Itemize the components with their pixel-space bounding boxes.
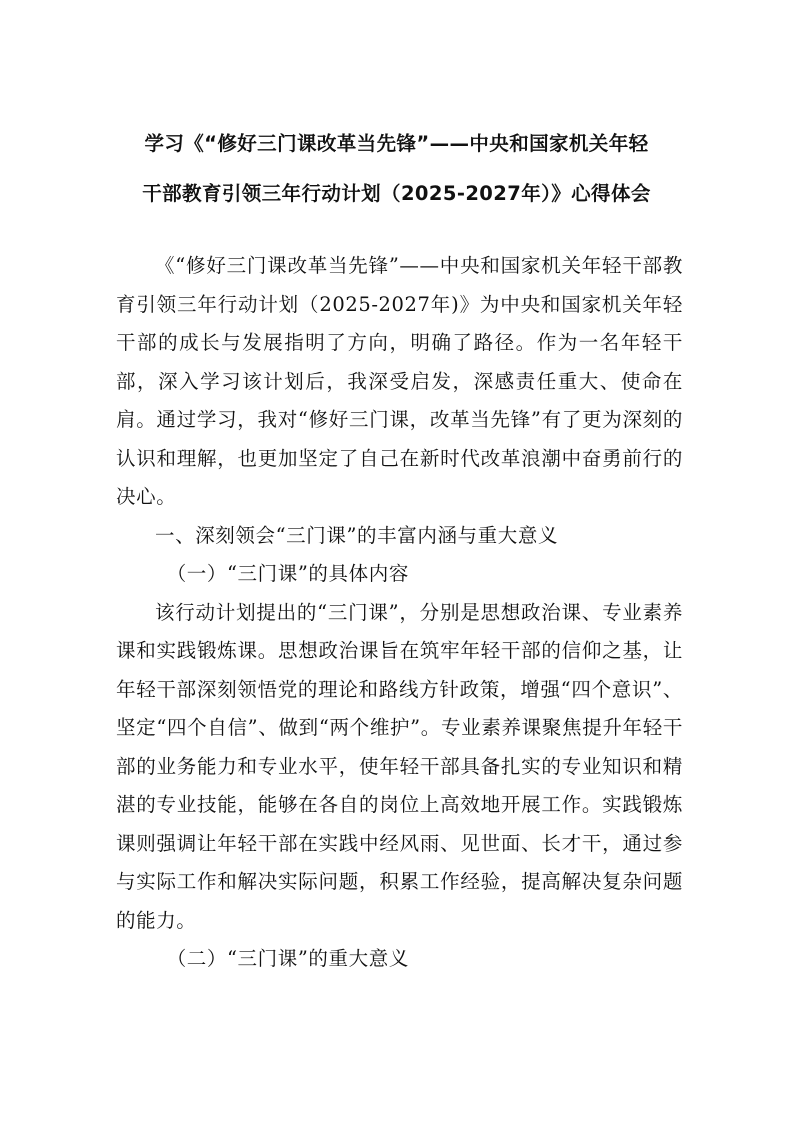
body-paragraph: 该行动计划提出的“三门课”，分别是思想政治课、专业素养课和实践锻炼课。思想政治课旨在筑牢年轻干部的信仰之基，让年轻干部深刻领悟党的理论和路线方针政策，增强“四个意识”、坚定“四个自信”、做到“两个维护”。专业素养课聚焦提升年轻干部的业务能力和专业水平，使年轻干部具备扎实的专业知识和精湛的专业技能，能够在各自的岗位上高效地开展工作。实践锻炼课则强调让年轻干部在实践中经风雨、见世面、长才干，通过参与实际工作和解决实际问题，积累工作经验，提高解决复杂问题的能力。 bbox=[116, 600, 683, 932]
document-body bbox=[116, 247, 683, 979]
subsection-heading-2: （二）“三门课”的重大意义 bbox=[166, 947, 409, 970]
section-heading-1: 一、深刻领会“三门课”的丰富内涵与重大意义 bbox=[155, 523, 559, 547]
intro-paragraph: 《“修好三门课改革当先锋”——中央和国家机关年轻干部教育引领三年行动计划（2025-2027年)》为中央和国家机关年轻干部的成长与发展指明了方向，明确了路径。作为一名年轻干部，深入学习该计划后，我深受启发，深感责任重大、使命在肩。通过学习，我对“修好三门课，改革当先锋”有了更为深刻的认识和理解，也更加坚定了自己在新时代改革浪潮中奋勇前行的决心。 bbox=[116, 254, 683, 508]
subsection-heading-1: （一）“三门课”的具体内容 bbox=[166, 562, 409, 585]
document-title-line-2: 干部教育引领三年行动计划（2025-2027年）》心得体会 bbox=[142, 182, 651, 205]
document-title-line-1: 学习《“修好三门课改革当先锋”——中央和国家机关年轻 bbox=[144, 132, 649, 155]
